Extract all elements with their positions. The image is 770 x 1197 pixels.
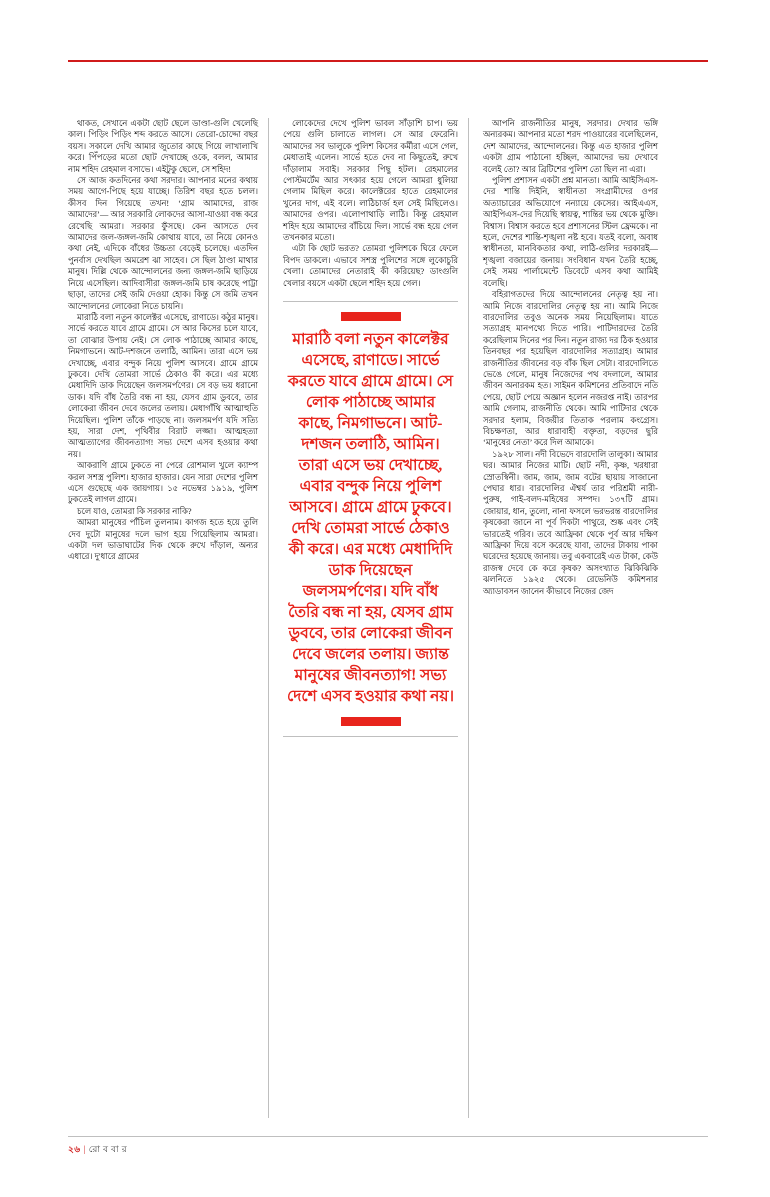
folio <box>68 1142 127 1157</box>
paragraph: বহিরাগতদের দিয়ে আন্দোলনের নেতৃত্ব হয় না। আমি নিজে বারদোলির নেতৃত্ব হয় না। আমি নিজে বারদোলির তবুও অনেক সময় নিয়েছিলাম। যাতে সত্যাগ্রহ মানপথ্যে দিতে পারি। পাটিদারদের তৈরি করেছিলাম দিনের পর দিন। নতুন রাজ্য দর ঠিক হওয়ার তিনবছর পর হয়েছিল বারদোলির সত্যাগ্রহ। আমার রাজনীতির জীবনের বড় বাঁক ছিল সেটা। বারদোলিতে ভেঙে গেলে, মানুষ নিজেদের পথ বদলালে, আমার জীবন অনারকম হত। সাইমন কমিশনের প্রতিবাদে নতি পেয়ে, ছোট পেয়ে অজ্ঞান হলেন নজরপ্ত নাই। তারপর আমি গেলাম, রাজনীতি থেকে। আমি পাটিদার থেকে সরদার হলাম, বিজয়ীর তিতাক পরলাম কংগ্রেস। বিচক্ষণতা, আর ধারাবাহী বক্তৃতা, বড়দের ছুরি ‘মানুষের নেতা’ করে দিল আমাকে। <box>483 290 658 448</box>
pull-quote-bottom-bar <box>341 717 401 726</box>
paragraph: পুলিশ প্রশাসন একটা প্রশ্ন মানতা। আমি আইসিএস-দের শান্তি দিইনি, স্বাধীনতা সংগ্রামীদের ওপর অত্যাচারের অভিযোগে নন্যায়ে কেসের। আইএএস, আইপিএস-দের দিয়েছি স্বায়ত্ব, শান্তির ভয় থেকে মুক্তি। বিশ্বাস। বিশ্বাস করতে হবে প্রশাসনের স্টিল ফ্রেমকে। না হলে, দেশের শান্তি-শৃঙ্খলা নষ্ট হবে। যতই বলো, অবাধ স্বাধীনতা, মানবিকতার কথা, লাঠি-গুলির দরকারই—শৃঙ্খলা বজায়ের জনায়। সংবিধান যখন তৈরি হচ্ছে, সেই সময় পার্লামেন্টে ডিবেটে এসব কথা আমিই বলেছি। <box>483 176 658 288</box>
footer-rule <box>68 1136 708 1137</box>
page-footer <box>68 1136 708 1158</box>
article-page <box>68 118 708 1118</box>
paragraph: সে আজ কতদিনের কথা সরদার। আপনার মনের কথায় সময় আগে-পিছে হয়ে যাচ্ছে। তিরিশ বছর হতে চলল। কীসব দিন গিয়েছে তখন! ‘গ্রাম আমাদের, রাজ আমাদের’— আর সরকারি লোকদের আসা-যাওয়া বন্ধ করে রেখেছি আমরা। সরকার ফুঁসছে। কেন আসতে দেব আমাদের জল-জঙ্গল-জমি কোথায় যাবে, তা নিয়ে কোনও কথা নেই, এদিকে বাঁধের উচ্চতা বেড়েই চলেছে। এতদিন পুনর্বাস দেখছিল অমরেশ ঝা সাহেব। সে ছিল ঠাণ্ডা মাথার মানুষ। দিল্লি থেকে আন্দোলনের জন্য জঙ্গল-জমি ছাড়িয়ে নিয়ে এসেছিল। আদিবাসীরা জঙ্গল-জমি চাষ করেছে পাট্টা ছাড়া, তাদের সেই জমি দেওয়া হোক। কিন্তু সে জমি তখন আন্দোলনের লোকেরা নিতে চায়নি। <box>68 176 258 311</box>
text-column-2 <box>268 118 468 1118</box>
paragraph: এটা কি ছোট ভরত? তোমরা পুলিশকে ঘিরে ফেলে বিপদ ডাকলে। এভাবে সশস্ত্র পুলিশের সঙ্গে লুকোচুরি খেলা। তোমাদের নেতারাই কী করিয়েছ? ডাংগুলি খেলার বয়সে একটা ছেলে শহিদ হয়ে গেল। <box>283 244 458 288</box>
folio-separator: | <box>83 1144 86 1154</box>
paragraph: আপনি রাজনীতির মানুষ, সরদার। দেখার ভঙ্গি অন্যরকম। আপনার মতো শরদ পাওয়ারের বলেছিলেন, দেশ আমাদের, আন্দোলনের। কিন্তু এত হাজার পুলিশ একটা গ্রাম পাঠানো হচ্ছিল, আমাদের ভয় দেখাবে বলেই তো? আর ব্রিটিশের পুলিশ তো ছিল না এরা। <box>483 119 658 174</box>
pull-quote-text: মারাঠি বলা নতুন কালেক্টর এসেছে, রাণাডে। সার্ভে করতে যাবে গ্রামে গ্রামে। সে লোক পাঠাচ্ছে আমার কাছে, নিমগাভনে। আট-দশজন তলাঠি, আমিন। তারা এসে ভয় দেখাচ্ছে, এবার বন্দুক নিয়ে পুলিশ আসবে। গ্রামে গ্রামে ঢুকবে। দেখি তোমরা সার্ভে ঠেকাও কী করে। এর মধ্যে মেধাদিদি ডাক দিয়েছেন জলসমর্পণের। যদি বাঁধ তৈরি বন্ধ না হয়, যেসব গ্রাম ডুববে, তার লোকেরা জীবন দেবে জলের তলায়। জ্যান্ত মানুষের জীবনত্যাগ! সভ্য দেশে এসব হওয়ার কথা নয়। <box>287 331 454 706</box>
paragraph: চলে যাও, তোমরা কি সরকার নাকি? <box>77 506 192 516</box>
text-column-3 <box>468 118 668 1118</box>
top-decorative-rule <box>68 60 708 62</box>
paragraph: মারাঠি বলা নতুন কালেক্টর এসেছে, রাণাডে। কঠুর মানুষ। সার্ভে করতে যাবে গ্রামে গ্রামে। সে আর কিসের চলে যাবে, তা বোঝার উপায় নেই। সে লোক পাঠাচ্ছে আমার কাছে, নিমগাভনে। আট-দশজনে তলাঠি, আমিন। তারা এসে ভয় দেখাচ্ছে, এবার বন্দুক নিয়ে পুলিশ আসবে। গ্রামে গ্রামে ঢুকবে। দেখি তোমরা সার্ভে ঠেকাও কী করে। এর মধ্যে মেধাদিদি ডাক দিয়েছেন জলসমর্পণের। সে বড় ভয় ধরানো ডাক। যদি বাঁধ তৈরি বন্ধ না হয়, যেসব গ্রাম ডুববে, তার লোকেরা জীবন দেবে জলের তলায়। মেধাগাঁথি আত্মাহুতি দিয়েছিল। পুলিশ তাঁকে পাড়ছে না। জলসমর্পণ যদি সত্যি হয়, সারা দেশ, পৃথিবীর বিরাট লজ্জা। আত্মহত্যা আত্মত্যাগের জীবনত্যাগ! সভ্য দেশে এসব হওয়ার কথা নয়। <box>68 312 258 459</box>
folio-title: রো ব বা র <box>88 1144 128 1154</box>
folio-page-number: ২৬ <box>68 1144 81 1154</box>
paragraph: ১৯২৮ সাল। নদী বিভেদে বারদোলি তালুকা। আমার ঘর। আমার নিজের মাটি। ছোট নদী, কৃষ্ণ, খরধারা স্রোতস্বিনী। জাম, জাম, জাম বটের ছায়ায় সাজানো পেঘার ধার। বারদোলির ঐশ্বর্য তার পরিশ্রমী নারী-পুরুষ, গাই-বলদ-মহিষের সম্পদ। ১৩৭টি গ্রাম। জোয়ার, ধান, তুলো, নানা ফসলে ভরভরন্ত বারদোলির কৃষকেরা জানে না পূর্ব দিকটা পাথুরে, শুষ্ক এবং সেই ভারতেই গরিব। তবে আফ্রিকা থেকে পূর্ব আর দক্ষিণ আফ্রিকা দিয়ে বসে করেছে যাবা, তাদের টাকায় পাকা ঘরেদের হয়েছে জানায়। তবু একবারেই এত টাকা, কেউ রাজস্ব দেবে কে করে কৃষক? অসংখ্যাত ঝিকিঝিকি ঝলনিতে ১৯২৫ থেকে। রেভেনিউ কমিশনার অ্যাডাবসন জানেন কীভাবে নিজের জেদ <box>483 449 658 596</box>
paragraph: লোকেদের দেখে পুলিশ ভাবল সাঁড়াশি চাপ। ভয় পেয়ে গুলি চালাতে লাগল। সে আর ফেরেনি। আমাদের সব ভালুকে পুলিশ কিসের কর্মীরা এসে গেল, মেধাতাই এলেন। সার্ভে হতে দেব না কিছুতেই, রুখে দাঁড়ালাম সবাই। সরকার পিছু হটল। রেহমালের পোস্টমর্টেম আর সৎকার হয়ে গেলে আমরা ধুলিয়া গেলাম মিছিল করে। কালেক্টরের হাতে রেহমালের খুনের দাগ, এই বলে। লাঠিচার্জ হল সেই মিছিলেও। আমাদের ওপর। এলোপাথাড়ি লাঠি। কিন্তু রেহমাল শহিদ হয়ে আমাদের বাঁচিয়ে দিল। সার্ভে বন্ধ হয়ে গেল তখনকার মতো। <box>283 119 458 243</box>
paragraph: আমরা মানুষের পাঁচিল তুলনাম। কাগজ হতে হয়ে তুলি দেব দুটো মানুষের দলে ভাগ হয়ে গিয়েছিলাম আমরা। একটা দল ভাডাঘাটের দিক থেকে রুখে দাঁড়াল, অন্যর এধারে। দু'ধারে গ্রামের <box>68 518 258 562</box>
pull-quote-block <box>283 301 458 737</box>
paragraph: থাকত, সেখানে একটা ছোট ছেলে ডাণ্ডা-গুলি খেলেছি কাল। পিড়িং পিড়িং শব্দ করতে আসে। তেরো-চোদ্দো বছর বয়স। সকালে দেখি আমার জুতোর কাছে গিয়ে লাখালাখি করে। পিঁপড়ের মতো ছোট দেখাচ্ছে ওকে, বলল, আমার নাম শহিদ রেহমাল বসাভে। এইটুকু ছেলে, সে শহিদ! <box>68 119 258 174</box>
pull-quote-top-bar <box>341 312 401 321</box>
paragraph: আকরাণি গ্রামে ঢুকতে না পেরে রোশমাল খুলে ক্যাম্প করল সশস্ত্র পুলিশ। হাজার হাজার। যেন সারা দেশের পুলিশ এসে গুছেছে এক জায়গায়। ১৫ নভেম্বর ১৯১৯, পুলিশ ঢুকতেই লাগল গ্রামে। <box>68 461 258 505</box>
text-column-1 <box>68 118 268 1118</box>
